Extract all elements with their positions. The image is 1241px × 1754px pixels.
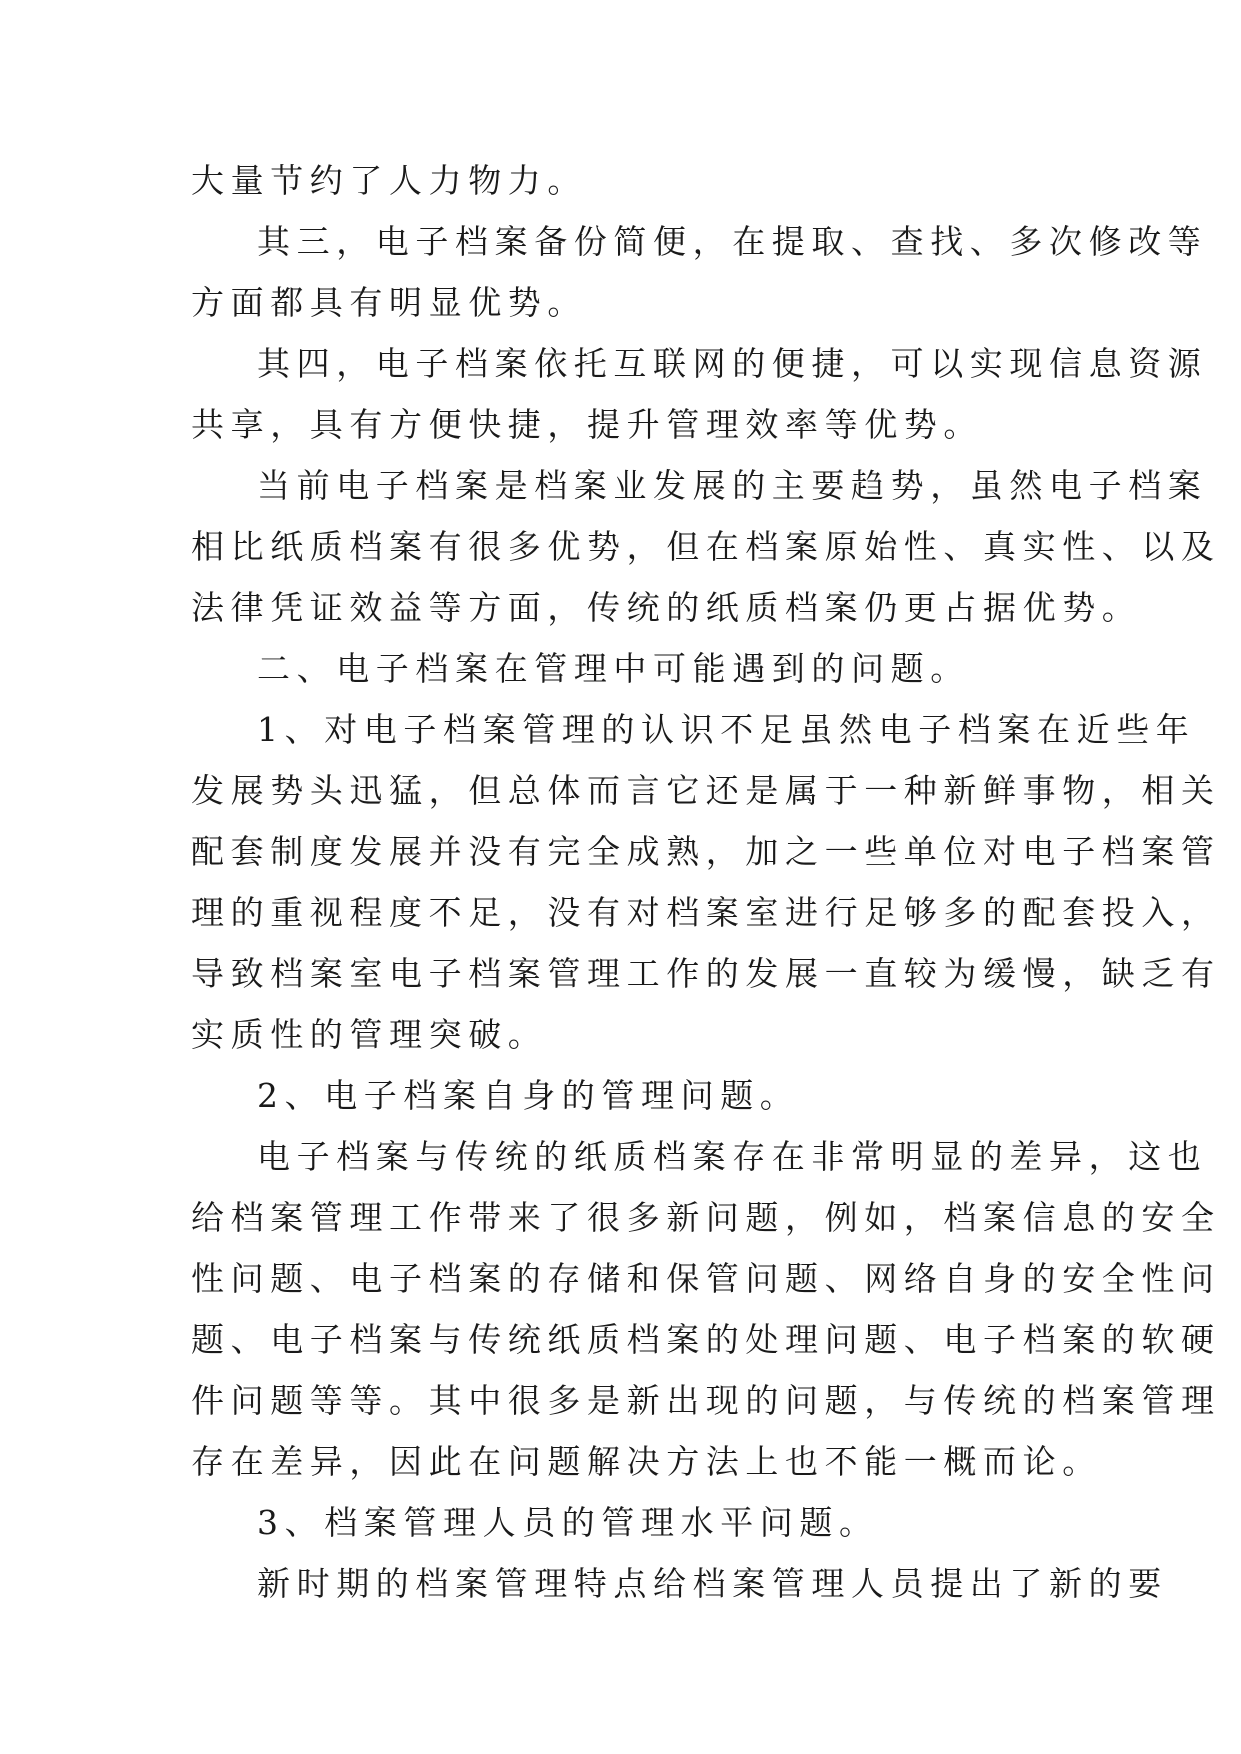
text-line: 方面都具有明显优势。 [191, 283, 587, 322]
text-line: 理的重视程度不足，没有对档案室进行足够多的配套投入， [191, 893, 1221, 932]
paragraph-first-line: 1、对电子档案管理的认识不足虽然电子档案在近些年 [257, 710, 1196, 749]
text-line: 给档案管理工作带来了很多新问题，例如，档案信息的安全 [191, 1198, 1221, 1237]
text-line: 大量节约了人力物力。 [191, 161, 587, 200]
text-line: 导致档案室电子档案管理工作的发展一直较为缓慢，缺乏有 [191, 954, 1221, 993]
subsection-heading: 3、档案管理人员的管理水平问题。 [257, 1503, 879, 1542]
text-line: 相比纸质档案有很多优势，但在档案原始性、真实性、以及 [191, 527, 1221, 566]
text-line: 配套制度发展并没有完全成熟，加之一些单位对电子档案管 [191, 832, 1221, 871]
paragraph-first-line: 当前电子档案是档案业发展的主要趋势，虽然电子档案 [257, 466, 1208, 505]
section-heading: 二、电子档案在管理中可能遇到的问题。 [257, 649, 970, 688]
text-line: 发展势头迅猛，但总体而言它还是属于一种新鲜事物，相关 [191, 771, 1221, 810]
subsection-heading: 2、电子档案自身的管理问题。 [257, 1076, 800, 1115]
text-line: 题、电子档案与传统纸质档案的处理问题、电子档案的软硬 [191, 1320, 1221, 1359]
text-line: 存在差异，因此在问题解决方法上也不能一概而论。 [191, 1442, 1102, 1481]
paragraph-first-line: 新时期的档案管理特点给档案管理人员提出了新的要 [257, 1564, 1168, 1603]
text-line: 实质性的管理突破。 [191, 1015, 548, 1054]
body-text [191, 150, 1221, 1614]
paragraph-first-line: 其四，电子档案依托互联网的便捷，可以实现信息资源 [257, 344, 1208, 383]
text-line: 共享，具有方便快捷，提升管理效率等优势。 [191, 405, 983, 444]
text-line: 法律凭证效益等方面，传统的纸质档案仍更占据优势。 [191, 588, 1142, 627]
paragraph-first-line: 电子档案与传统的纸质档案存在非常明显的差异，这也 [257, 1137, 1208, 1176]
paragraph-first-line: 其三，电子档案备份简便，在提取、查找、多次修改等 [257, 222, 1208, 261]
text-line: 件问题等等。其中很多是新出现的问题，与传统的档案管理 [191, 1381, 1221, 1420]
text-line: 性问题、电子档案的存储和保管问题、网络自身的安全性问 [191, 1259, 1221, 1298]
